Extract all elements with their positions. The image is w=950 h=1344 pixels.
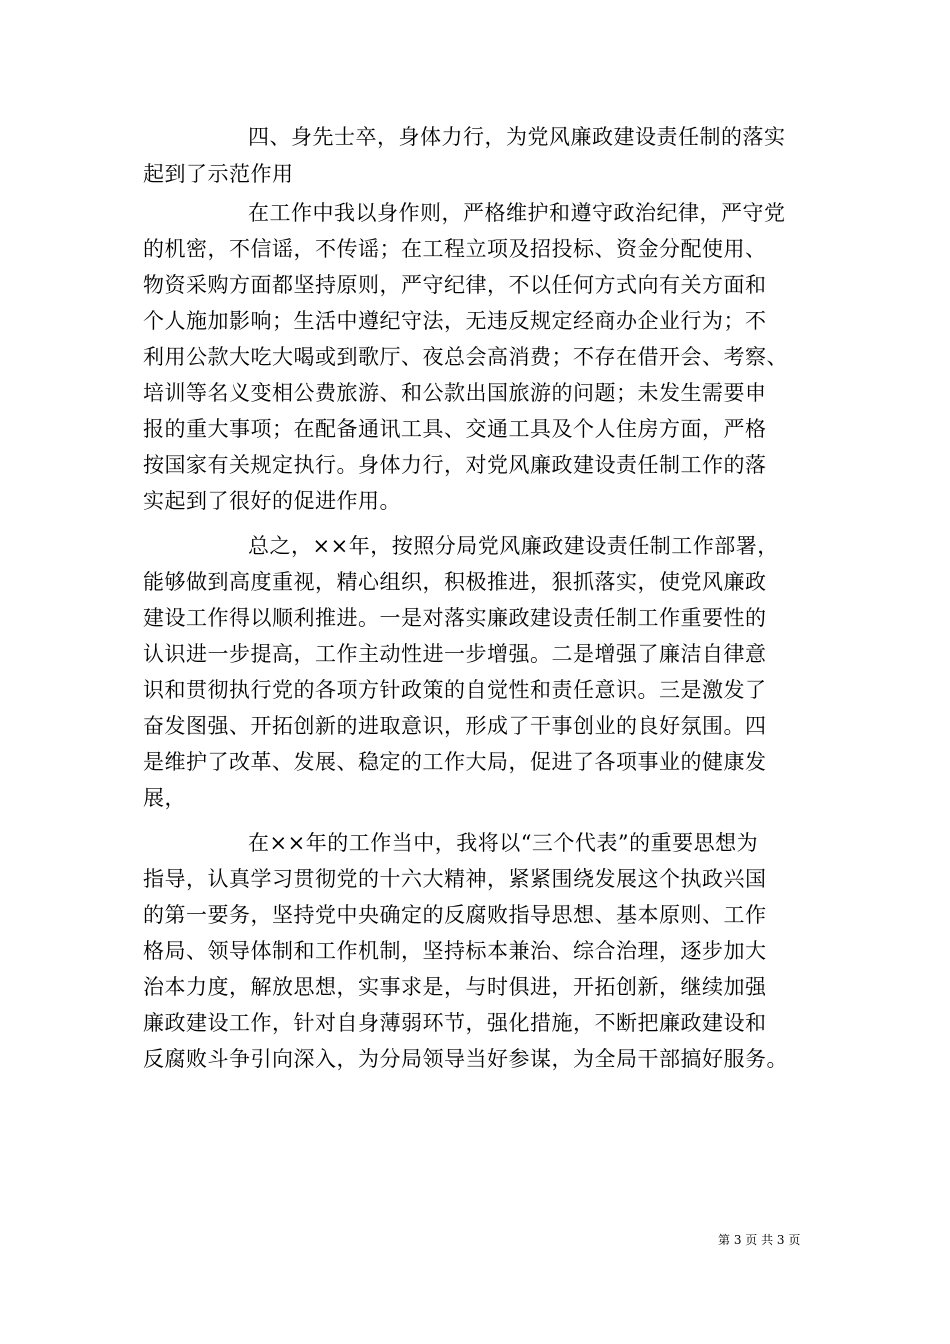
text-line: 格局、领导体制和工作机制，坚持标本兼治、综合治理，逐步加大 (143, 939, 767, 963)
text-line: 利用公款大吃大喝或到歌厅、夜总会高消费；不存在借开会、考察、 (143, 345, 788, 369)
text-line: 个人施加影响；生活中遵纪守法，无违反规定经商办企业行为；不 (143, 309, 767, 333)
text-line: 识和贯彻执行党的各项方针政策的自觉性和责任意识。三是激发了 (143, 678, 767, 702)
text-line: 在××年的工作当中，我将以“三个代表”的重要思想为 (248, 831, 759, 855)
text-line: 在工作中我以身作则，严格维护和遵守政治纪律，严守党 (248, 201, 786, 225)
text-line: 物资采购方面都坚持原则，严守纪律，不以任何方式向有关方面和 (143, 273, 767, 297)
text-line: 是维护了改革、发展、稳定的工作大局，促进了各项事业的健康发 (143, 750, 767, 774)
section-heading-line-2: 起到了示范作用 (143, 162, 294, 186)
section-heading-line-1: 四、身先士卒，身体力行，为党风廉政建设责任制的落实 (248, 125, 786, 149)
text-line: 建设工作得以顺利推进。一是对落实廉政建设责任制工作重要性的 (143, 606, 767, 630)
text-line: 的机密，不信谣，不传谣；在工程立项及招投标、资金分配使用、 (143, 237, 767, 261)
text-line: 反腐败斗争引向深入，为分局领导当好参谋，为全局干部搞好服务。 (143, 1047, 788, 1071)
text-line: 认识进一步提高，工作主动性进一步增强。二是增强了廉洁自律意 (143, 642, 767, 666)
text-line: 按国家有关规定执行。身体力行，对党风廉政建设责任制工作的落 (143, 453, 767, 477)
text-line: 报的重大事项；在配备通讯工具、交通工具及个人住房方面，严格 (143, 417, 767, 441)
text-line: 实起到了很好的促进作用。 (143, 489, 401, 513)
text-line: 治本力度，解放思想，实事求是，与时俱进，开拓创新，继续加强 (143, 975, 767, 999)
text-line: 指导，认真学习贯彻党的十六大精神，紧紧围绕发展这个执政兴国 (143, 867, 767, 891)
text-line: 的第一要务，坚持党中央确定的反腐败指导思想、基本原则、工作 (143, 903, 767, 927)
text-line: 展， (143, 786, 186, 810)
text-line: 能够做到高度重视，精心组织，积极推进，狠抓落实，使党风廉政 (143, 570, 767, 594)
text-line: 培训等名义变相公费旅游、和公款出国旅游的问题；未发生需要申 (143, 381, 767, 405)
text-line: 廉政建设工作，针对自身薄弱环节，强化措施，不断把廉政建设和 (143, 1011, 767, 1035)
text-line: 奋发图强、开拓创新的进取意识，形成了干事创业的良好氛围。四 (143, 714, 767, 738)
text-line: 总之，××年，按照分局党风廉政建设责任制工作部署， (248, 534, 779, 558)
page-number-footer: 第 3 页 共 3 页 (718, 1233, 801, 1247)
